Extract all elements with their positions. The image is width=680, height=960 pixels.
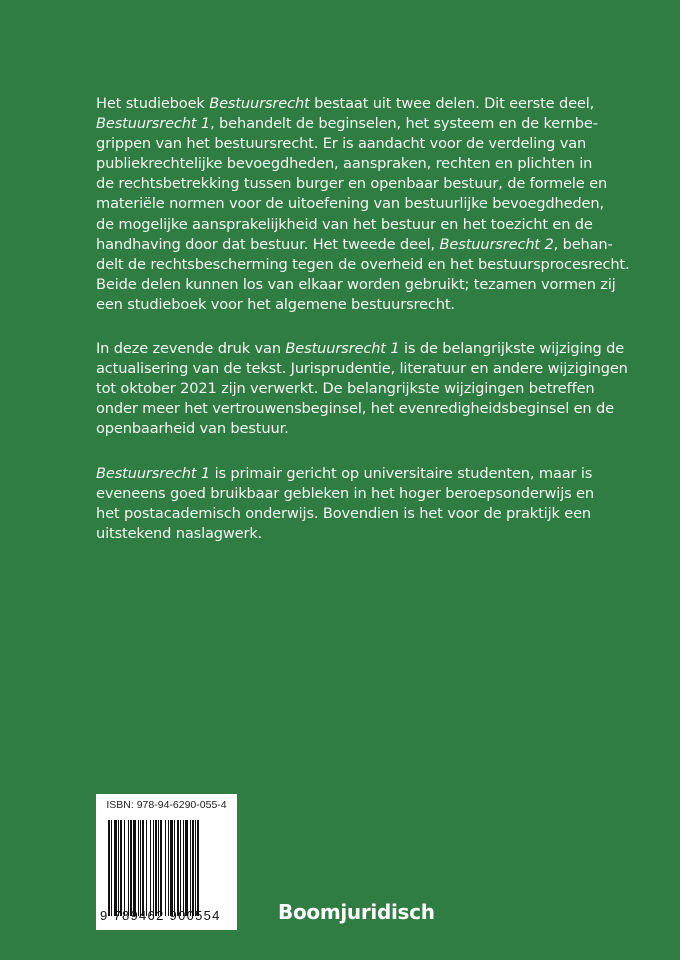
text-line [96,484,656,504]
text-line [96,275,656,295]
barcode-bar [146,820,147,916]
text-line [96,235,656,255]
barcode-bar [124,820,125,916]
barcode-bar [183,820,184,916]
text-segment: is de belangrijkste wijziging de [399,340,625,358]
book-title-italic: Bestuursrecht 1 [96,115,211,133]
text-segment: de mogelijke aansprakelijkheid van het bestuur en het toezicht en de [96,215,593,233]
text-line [96,464,656,484]
barcode-digits: 9 789462 900554 [100,908,221,923]
barcode-bar [138,820,139,916]
text-line [96,255,656,275]
text-segment: , behandelt de beginselen, het systeem en de kernbe- [210,115,598,133]
book-title-italic: Bestuursrecht 1 [96,464,211,482]
barcode-bar [177,820,179,916]
barcode-bar [195,820,196,916]
book-title-italic: Bestuursrecht [209,95,310,112]
text-segment: publiekrechtelijke bevoegdheden, aanspraken, rechten en plichten in [96,155,593,173]
text-line [96,94,656,114]
barcode-bar [108,820,110,916]
text-line [96,399,656,419]
text-segment: bestaat uit twee delen. Dit eerste deel, [309,95,595,112]
barcode-bar [185,820,188,916]
text-line [96,504,656,524]
text-segment: het postacademisch onderwijs. Bovendien is het voor de praktijk een [96,504,592,522]
barcode-bar [133,820,136,916]
text-line [96,174,656,194]
barcode-bar [158,820,159,916]
barcode-bar [114,820,117,916]
text-segment: de rechtsbetrekking tussen burger en openbaar bestuur, de formele en [96,175,608,193]
text-segment: Beide delen kunnen los van elkaar worden gebruikt; tezamen vormen zij [96,275,616,293]
text-line [96,154,656,174]
text-segment: uitstekend naslagwerk. [96,524,263,542]
barcode-bar [118,820,119,916]
text-segment: eveneens goed bruikbaar gebleken in het hoger beroepsonderwijs en [96,484,594,502]
barcode-bar [142,820,144,916]
text-segment: tot oktober 2021 zijn verwerkt. De belangrijkste wijzigingen betreffen [96,380,595,398]
barcode-bar [111,820,112,916]
text-segment: actualisering van de tekst. Jurisprudentie, literatuur en andere wijzigingen [96,360,628,378]
barcode-bar [128,820,129,916]
text-segment: is primair gericht op universitaire studenten, maar is [210,464,593,482]
text-segment: openbaarheid van bestuur. [96,420,289,438]
barcode-bar [197,820,199,916]
barcode-bar [192,820,194,916]
text-segment: In deze zevende druk van [96,340,286,358]
text-segment: onder meer het vertrouwensbeginsel, het evenredigheidsbeginsel en de [96,400,614,418]
barcode-bar [190,820,191,916]
barcode-bar [165,820,166,916]
text-line [96,194,656,214]
isbn-label: ISBN: 978-94-6290-055-4 [106,799,227,811]
barcode-bar [168,820,169,916]
text-segment: een studieboek voor het algemene bestuursrecht. [96,295,455,313]
text-line [96,339,656,359]
text-line [96,524,656,544]
text-line [96,419,656,439]
text-segment: materiële normen voor de uitoefening van bestuurlijke bevoegdheden, [96,195,604,213]
text-line [96,359,656,379]
barcode-bar [180,820,181,916]
text-line [96,114,656,134]
barcode-bar [130,820,132,916]
barcode-bar [174,820,175,916]
back-cover-blurb [96,94,656,568]
blurb-paragraph [96,339,656,439]
text-line [96,215,656,235]
text-segment: handhaving door dat bestuur. Het tweede deel, [96,235,440,253]
blurb-paragraph [96,464,656,544]
text-line [96,134,656,154]
book-title-italic: Bestuursrecht 2 [439,235,554,253]
barcode-bar [153,820,154,916]
book-title-italic: Bestuursrecht 1 [285,340,400,358]
barcode-bar [140,820,141,916]
barcode-bar [160,820,162,916]
barcode-bar [150,820,151,916]
barcode-bar [170,820,173,916]
text-segment: grippen van het bestuursrecht. Er is aandacht voor de verdeling van [96,135,587,153]
barcode-bars [108,820,226,916]
blurb-paragraph [96,94,656,315]
barcode-bar [155,820,157,916]
publisher-logo: Boomjuridisch [278,900,435,924]
barcode-bar [120,820,122,916]
text-line [96,379,656,399]
text-line [96,295,656,315]
isbn-barcode [96,794,237,930]
text-segment: Het studieboek [96,95,210,112]
text-segment: , behan- [553,235,613,253]
text-segment: delt de rechtsbescherming tegen de overheid en het bestuursprocesrecht. [96,255,630,273]
